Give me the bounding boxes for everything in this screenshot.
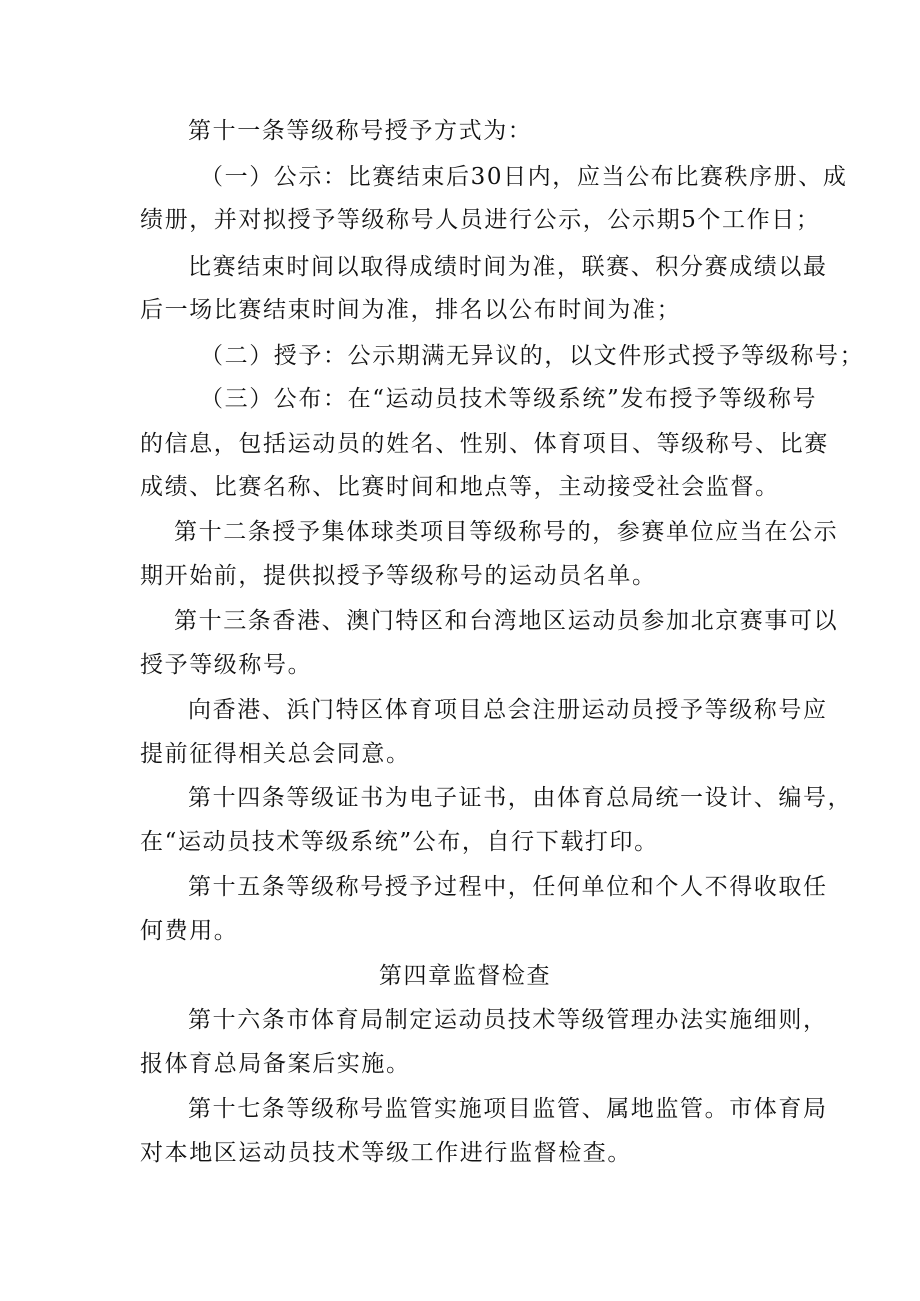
article-16-line-1: 第十六条市体育局制定运动员技术等级管理办法实施细则， — [188, 1007, 828, 1033]
item-1-line-1: （一）公示：比赛结束后30日内，应当公布比赛秩序册、成 — [200, 164, 848, 190]
article-12-line-2: 期开始前，提供拟授予等级称号的运动员名单。 — [140, 563, 657, 589]
item-3-line-1: （三）公布：在“运动员技术等级系统”发布授予等级称号 — [200, 386, 818, 412]
item-3-line-3: 成绩、比赛名称、比赛时间和地点等，主动接受社会监督。 — [140, 474, 780, 500]
chapter-4-heading: 第四章监督检查 — [378, 963, 552, 989]
article-15-line-2: 何费用。 — [140, 918, 239, 944]
item-3-line-2: 的信息，包括运动员的姓名、性别、体育项目、等级称号、比赛 — [140, 431, 829, 457]
note-line-1: 比赛结束时间以取得成绩时间为准，联赛、积分赛成绩以最 — [188, 254, 828, 280]
item-1-line-2: 绩册，并对拟授予等级称号人员进行公示，公示期5个工作日； — [140, 207, 821, 233]
article-16-line-2: 报体育总局备案后实施。 — [140, 1051, 411, 1077]
article-13-line-2: 授予等级称号。 — [140, 652, 313, 678]
article-11-heading: 第十一条等级称号授予方式为： — [188, 118, 533, 144]
article-17-line-2: 对本地区运动员技术等级工作进行监督检查。 — [140, 1140, 632, 1166]
article-14-line-1: 第十四条等级证书为电子证书，由体育总局统一设计、编号， — [188, 785, 853, 811]
article-15-line-1: 第十五条等级称号授予过程中，任何单位和个人不得收取任 — [188, 874, 828, 900]
article-14-line-2: 在“运动员技术等级系统”公布，自行下载打印。 — [140, 829, 659, 855]
note-line-2: 后一场比赛结束时间为准，排名以公布时间为准； — [140, 297, 682, 323]
article-12-line-1: 第十二条授予集体球类项目等级称号的，参赛单位应当在公示 — [174, 519, 839, 545]
hk-macao-line-1: 向香港、浜门特区体育项目总会注册运动员授予等级称号应 — [188, 697, 828, 723]
hk-macao-line-2: 提前征得相关总会同意。 — [140, 741, 411, 767]
item-2-line: （二）授予：公示期满无异议的，以文件形式授予等级称号； — [200, 343, 865, 369]
article-17-line-1: 第十七条等级称号监管实施项目监管、属地监管。市体育局 — [188, 1096, 828, 1122]
article-13-line-1: 第十三条香港、澳门特区和台湾地区运动员参加北京赛事可以 — [174, 608, 839, 634]
